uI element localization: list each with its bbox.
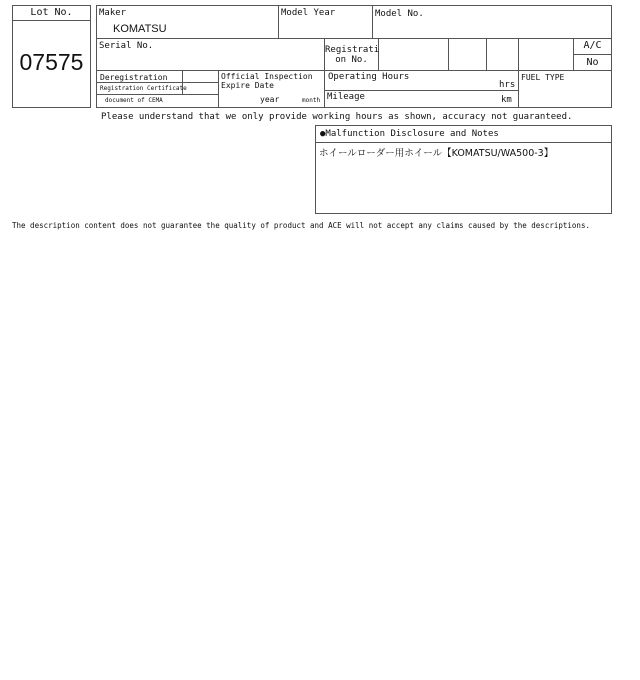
disclaimer-text: The description content does not guarantee the quality of product and ACE will not accept any claims caused by the descriptions. — [12, 221, 590, 230]
maker-value: KOMATSU — [113, 23, 167, 35]
col-line-model-year — [278, 5, 279, 38]
lot-number: 07575 — [19, 49, 84, 75]
dereg-line-2 — [96, 94, 218, 95]
inspection-month-label: month — [302, 97, 321, 104]
col-line-inspection — [218, 70, 219, 108]
operating-hours-unit: hrs — [499, 80, 516, 90]
ac-divider — [573, 54, 612, 55]
registration-label-line2: on No. — [335, 55, 368, 65]
serial-no-label: Serial No. — [99, 41, 154, 51]
model-no-label: Model No. — [375, 9, 424, 19]
inspection-year-label: year — [260, 95, 280, 104]
malfunction-divider — [315, 142, 612, 143]
fuel-type-label: FUEL TYPE — [521, 73, 565, 82]
row-line-2 — [96, 70, 612, 71]
model-year-label: Model Year — [281, 8, 336, 18]
mileage-label: Mileage — [327, 92, 365, 102]
row-line-1 — [96, 38, 612, 39]
col-line-reg-2 — [448, 38, 449, 70]
ac-label: A/C — [583, 40, 602, 51]
dereg-line-1 — [96, 82, 218, 83]
deregistration-label: Deregistration — [100, 73, 168, 82]
inspection-label-line2: Expire Date — [221, 81, 274, 90]
working-hours-notice: Please understand that we only provide working hours as shown, accuracy not guaranteed. — [101, 112, 573, 122]
registration-label-line1: Registrati — [325, 45, 380, 55]
inspection-label-line1: Official Inspection — [221, 72, 313, 81]
mileage-unit: km — [501, 95, 512, 105]
lot-divider — [12, 20, 91, 21]
maker-label: Maker — [99, 8, 127, 18]
col-line-model-no — [372, 5, 373, 38]
lot-label: Lot No. — [30, 7, 73, 18]
cema-document-label: document of CEMA — [105, 97, 163, 104]
hours-divider — [324, 90, 518, 91]
ac-value: No — [586, 57, 599, 68]
malfunction-title: ●Malfunction Disclosure and Notes — [320, 129, 499, 139]
registration-certificate-label: Registration Certificate — [100, 85, 187, 92]
malfunction-text: ホイールローダー用ホイール【KOMATSU/WA500-3】 — [319, 148, 554, 159]
col-line-reg-3 — [486, 38, 487, 70]
operating-hours-label: Operating Hours — [328, 72, 410, 82]
col-line-fuel — [518, 38, 519, 108]
